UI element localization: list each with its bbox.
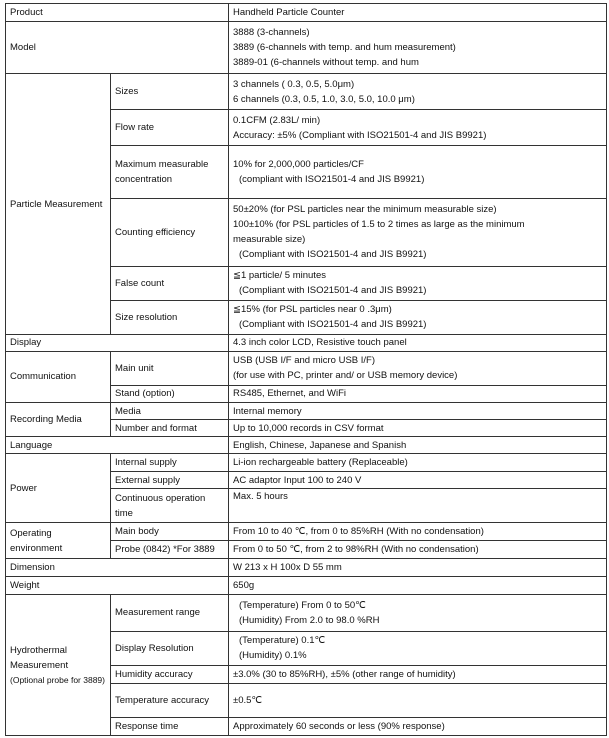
weight-value: 650g bbox=[229, 577, 607, 595]
row-power-internal bbox=[6, 454, 607, 472]
range-line: (Humidity) From 2.0 to 98.0 %RH bbox=[239, 614, 380, 626]
display-resolution-value bbox=[229, 631, 607, 665]
counting-efficiency-label: Counting efficiency bbox=[111, 198, 229, 266]
product-value: Handheld Particle Counter bbox=[229, 4, 607, 22]
internal-supply-value: Li-ion rechargeable battery (Replaceable) bbox=[229, 454, 607, 472]
flow-rate-value bbox=[229, 110, 607, 146]
resolution-line: (Compliant with ISO21501-4 and JIS B9921) bbox=[239, 319, 427, 331]
model-label: Model bbox=[6, 22, 229, 74]
hydrothermal-label bbox=[6, 595, 111, 736]
stand-label: Stand (option) bbox=[111, 385, 229, 402]
display-value: 4.3 inch color LCD, Resistive touch panel bbox=[229, 334, 607, 351]
main-body-value: From 10 to 40 ℃, from 0 to 85%RH (With no condensation) bbox=[229, 523, 607, 541]
recording-media-label: Recording Media bbox=[6, 402, 111, 436]
external-supply-label: External supply bbox=[111, 472, 229, 489]
row-model bbox=[6, 22, 607, 74]
efficiency-line: measurable size) bbox=[233, 234, 306, 246]
communication-label: Communication bbox=[6, 351, 111, 402]
false-count-line: (Compliant with ISO21501-4 and JIS B9921) bbox=[239, 285, 427, 297]
efficiency-line: 50±20% (for PSL particles near the minimum measurable size) bbox=[233, 204, 497, 216]
number-format-value: Up to 10,000 records in CSV format bbox=[229, 420, 607, 437]
range-line: (Temperature) From 0 to 50℃ bbox=[239, 599, 366, 611]
max-conc-line: (compliant with ISO21501-4 and JIS B9921) bbox=[239, 173, 425, 185]
max-concentration-value bbox=[229, 146, 607, 198]
efficiency-line: (Compliant with ISO21501-4 and JIS B9921) bbox=[239, 249, 427, 261]
dimension-value: W 213 x H 100x D 55 mm bbox=[229, 559, 607, 577]
stand-value: RS485, Ethernet, and WiFi bbox=[229, 385, 607, 402]
humidity-accuracy-label: Humidity accuracy bbox=[111, 665, 229, 683]
probe-label: Probe (0842) *For 3889 bbox=[111, 541, 229, 559]
sizes-line: 6 channels (0.3, 0.5, 1.0, 3.0, 5.0, 10.0 μm) bbox=[233, 93, 415, 105]
row-communication-main bbox=[6, 351, 607, 385]
counting-efficiency-value bbox=[229, 198, 607, 266]
measurement-range-value bbox=[229, 595, 607, 631]
display-label: Display bbox=[6, 334, 229, 351]
model-value bbox=[229, 22, 607, 74]
temperature-accuracy-value: ±0.5℃ bbox=[229, 683, 607, 717]
media-label: Media bbox=[111, 402, 229, 419]
flow-line: 0.1CFM (2.83L/ min) bbox=[233, 114, 321, 126]
display-res-line: (Temperature) 0.1℃ bbox=[239, 635, 326, 647]
dimension-label: Dimension bbox=[6, 559, 229, 577]
main-body-label: Main body bbox=[111, 523, 229, 541]
size-resolution-value bbox=[229, 300, 607, 334]
media-value: Internal memory bbox=[229, 402, 607, 419]
hydrothermal-label-line: Hydrothermal bbox=[10, 644, 68, 656]
flow-rate-label: Flow rate bbox=[111, 110, 229, 146]
weight-label: Weight bbox=[6, 577, 229, 595]
row-recording-media bbox=[6, 402, 607, 419]
measurement-range-label: Measurement range bbox=[111, 595, 229, 631]
external-supply-value: AC adaptor Input 100 to 240 V bbox=[229, 472, 607, 489]
row-product bbox=[6, 4, 607, 22]
main-unit-line: (for use with PC, printer and/ or USB memory device) bbox=[233, 370, 458, 382]
number-format-label: Number and format bbox=[111, 420, 229, 437]
false-count-line: ≦1 particle/ 5 minutes bbox=[233, 270, 326, 282]
continuous-operation-label: Continuous operation time bbox=[111, 489, 229, 523]
row-weight bbox=[6, 577, 607, 595]
operating-environment-label: Operating environment bbox=[6, 523, 111, 559]
particle-measurement-label: Particle Measurement bbox=[6, 74, 111, 335]
probe-value: From 0 to 50 ℃, from 2 to 98%RH (With no condensation) bbox=[229, 541, 607, 559]
sizes-value bbox=[229, 74, 607, 110]
model-line: 3889-01 (6-channels without temp. and hum bbox=[233, 57, 419, 69]
power-label: Power bbox=[6, 454, 111, 523]
hydrothermal-label-note: (Optional probe for 3889) bbox=[10, 674, 105, 685]
false-count-value bbox=[229, 266, 607, 300]
language-value: English, Chinese, Japanese and Spanish bbox=[229, 437, 607, 454]
max-conc-line: 10% for 2,000,000 particles/CF bbox=[233, 158, 364, 170]
size-resolution-label: Size resolution bbox=[111, 300, 229, 334]
main-unit-value bbox=[229, 351, 607, 385]
response-time-value: Approximately 60 seconds or less (90% response) bbox=[229, 717, 607, 735]
response-time-label: Response time bbox=[111, 717, 229, 735]
language-label: Language bbox=[6, 437, 229, 454]
sizes-line: 3 channels ( 0.3, 0.5, 5.0μm) bbox=[233, 78, 355, 90]
model-line: 3889 (6-channels with temp. and hum measurement) bbox=[233, 42, 456, 54]
temperature-accuracy-label: Temperature accuracy bbox=[111, 683, 229, 717]
product-label: Product bbox=[6, 4, 229, 22]
display-res-line: (Humidity) 0.1% bbox=[239, 650, 307, 662]
row-dimension bbox=[6, 559, 607, 577]
sizes-label: Sizes bbox=[111, 74, 229, 110]
row-measurement-range bbox=[6, 595, 607, 631]
false-count-label: False count bbox=[111, 266, 229, 300]
spec-table bbox=[5, 3, 607, 736]
hydrothermal-label-line: Measurement bbox=[10, 659, 69, 671]
row-language bbox=[6, 437, 607, 454]
flow-line: Accuracy: ±5% (Compliant with ISO21501-4 and JIS B9921) bbox=[233, 129, 487, 141]
row-sizes bbox=[6, 74, 607, 110]
main-unit-line: USB (USB I/F and micro USB I/F) bbox=[233, 355, 375, 367]
efficiency-line: 100±10% (for PSL particles of 1.5 to 2 times as large as the minimum bbox=[233, 219, 525, 231]
row-operating-main bbox=[6, 523, 607, 541]
continuous-operation-value: Max. 5 hours bbox=[229, 489, 607, 523]
row-display bbox=[6, 334, 607, 351]
humidity-accuracy-value: ±3.0% (30 to 85%RH), ±5% (other range of humidity) bbox=[229, 665, 607, 683]
model-line: 3888 (3-channels) bbox=[233, 27, 310, 39]
main-unit-label: Main unit bbox=[111, 351, 229, 385]
resolution-line: ≦15% (for PSL particles near 0 .3μm) bbox=[233, 304, 392, 316]
display-resolution-label: Display Resolution bbox=[111, 631, 229, 665]
internal-supply-label: Internal supply bbox=[111, 454, 229, 472]
max-concentration-label: Maximum measurable concentration bbox=[111, 146, 229, 198]
